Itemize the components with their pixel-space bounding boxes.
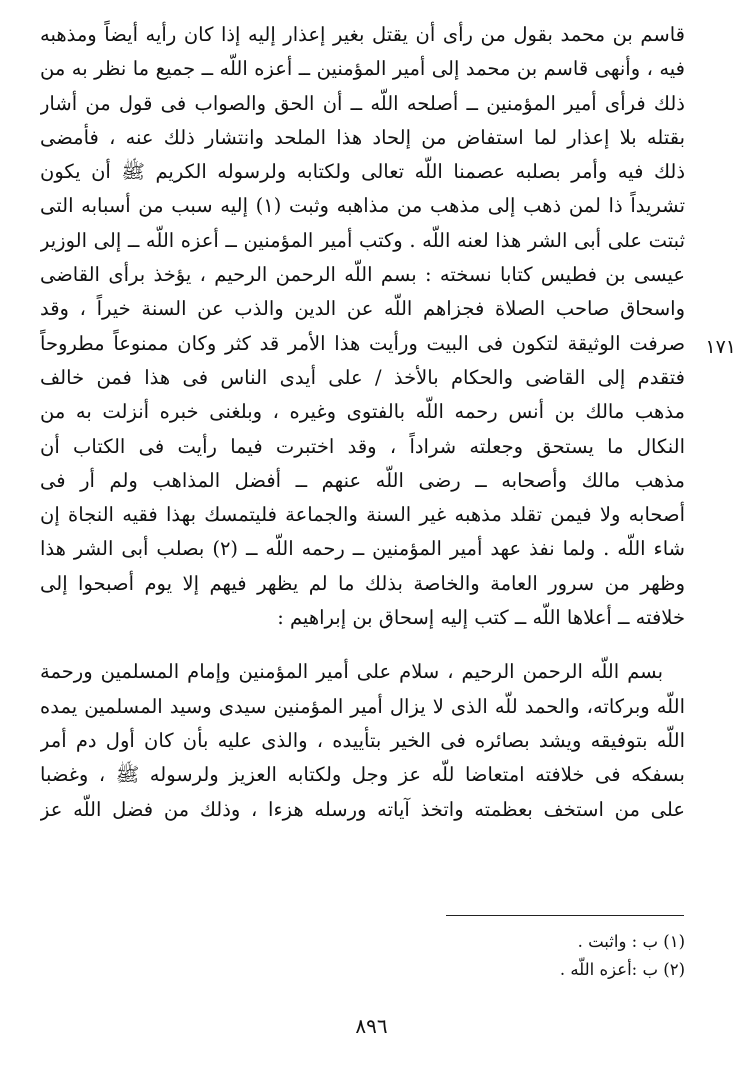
text-line: خلافته ــ أعلاها اللّه ــ كتب إليه إسحاق بن إبراهيم :	[277, 606, 685, 630]
footnote-divider	[446, 915, 684, 916]
text-line: أصحابه ولا فيمن تقلد مذهبه غير السنة والجماعة فليتمسك بهذا فقيه النجاة إن	[40, 503, 685, 527]
text-line: اللّه وبركاته، والحمد للّه الذى لا يزال أمير المؤمنين سيدى وسيد المسلمين يمده	[40, 694, 685, 718]
text-line: فيه ، وأنهى قاسم بن محمد إلى أمير المؤمنين ــ أعزه اللّه ــ جميع ما نظر به من	[40, 57, 685, 81]
text-line: وظهر من سرور العامة والخاصة بذلك ما لم يظهر فيهم إلا يوم أصبحوا إلى	[40, 571, 685, 595]
page-number: ٨٩٦	[355, 1014, 388, 1038]
text-line: بسفكه فى خلافته امتعاضا للّه عز وجل ولكتابه العزيز ولرسوله ﷺ ، وغضبا	[40, 763, 685, 787]
text-line: ثبتت على أبى الشر هذا لعنه اللّه . وكتب أمير المؤمنين ــ أعزه اللّه ــ إلى الوزير	[40, 228, 685, 252]
text-line: على من استخف بعظمته واتخذ آياته ورسله هزءا ، وذلك من فضل اللّه عز	[40, 797, 685, 821]
footnote-item: (١) ب : واثبت .	[577, 932, 685, 951]
text-line: مذهب مالك بن أنس رحمه اللّه بالفتوى وغيره ، وبلغنى خبره أنزلت به من	[40, 400, 685, 424]
paragraph-2	[40, 655, 685, 826]
text-line: بسم اللّه الرحمن الرحيم ، سلام على أمير المؤمنين وإمام المسلمين ورحمة	[40, 660, 663, 684]
text-line: ذلك فيه وأمر بصلبه عصمنا اللّه تعالى ولكتابه ولرسوله الكريم ﷺ أن يكون	[40, 160, 685, 184]
text-line: بقتله بلا إعذار لما استفاض من إلحاد هذا الملحد وانتشار ذلك عنه ، فأمضى	[40, 125, 685, 149]
footnote-item: (٢) ب :أعزه اللّه .	[559, 960, 685, 979]
text-line: شاء اللّه . ولما نفذ عهد أمير المؤمنين ــ رحمه اللّه ــ (٢) بصلب أبى الشر هذا	[40, 537, 685, 561]
text-line: اللّه بتوفيقه ويشد بصائره فى الخير بتأييده ، والذى عليه بأن كان أول دم أمر	[40, 728, 685, 752]
paragraph-1	[40, 18, 685, 635]
text-line: تشريداً ذا لمن ذهب إلى مذهب من مذاهبه وثبت (١) إليه سبب من أسبابه التى	[40, 194, 685, 218]
text-line: واسحاق صاحب الصلاة فجزاهم اللّه عن الدين والذب عن السنة خيراً ، وقد	[40, 297, 685, 321]
text-line: عيسى بن فطيس كتابا نسخته : بسم اللّه الرحمن الرحيم ، يؤخذ برأى القاضى	[40, 263, 685, 287]
text-line: فتقدم إلى القاضى والحكام بالأخذ / على أيدى الناس فى هذا فمن خالف	[40, 365, 685, 389]
text-line: ذلك فرأى أمير المؤمنين ــ أصلحه اللّه ــ أن الحق والصواب فى قول من أشار	[40, 91, 685, 115]
text-line: صرفت الوثيقة لتكون فى البيت ورأيت هذا الأمر قد كثر وكان ممنوعاً مطروحاً	[40, 331, 685, 355]
margin-folio-number: ١٧١	[705, 336, 736, 358]
text-line: النكال ما يستحق وجعلته شراداً ، وقد اختبرت فيما رأيت فى الكتاب أن	[40, 434, 685, 458]
text-line: قاسم بن محمد بقول من رأى أن يقتل بغير إعذار إليه إذا كان رأيه أيضاً ومذهبه	[40, 23, 685, 46]
footnotes	[400, 928, 685, 984]
main-text	[40, 18, 685, 827]
text-line: مذهب مالك وأصحابه ــ رضى اللّه عنهم ــ أفضل المذاهب ولم أر فى	[40, 468, 685, 492]
